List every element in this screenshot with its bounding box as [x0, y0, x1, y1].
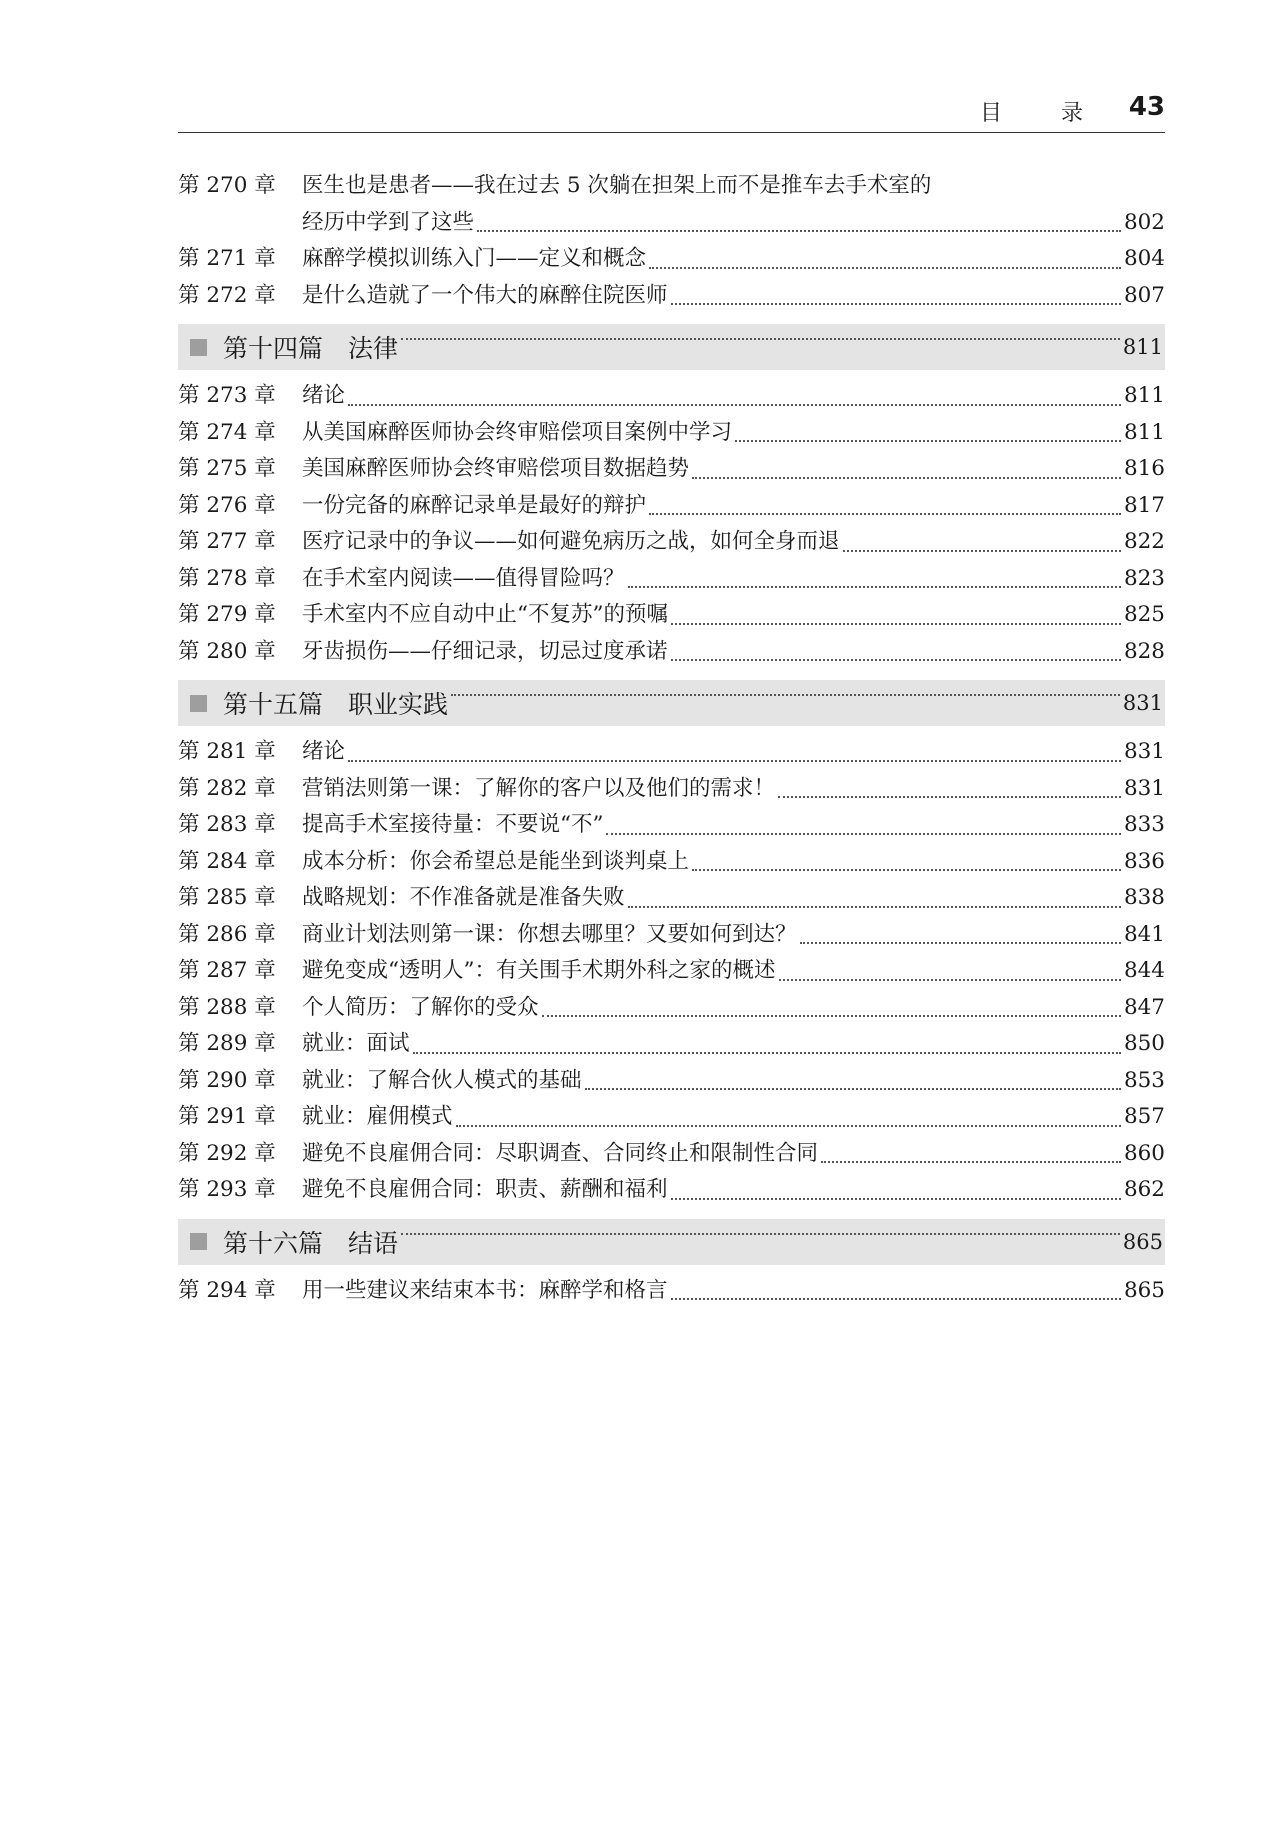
- chapter-number: 第 277 章: [178, 529, 276, 554]
- dot-leader: [348, 760, 1121, 762]
- toc-chapter-entry[interactable]: [178, 415, 1165, 452]
- chapter-number: 第 294 章: [178, 1277, 276, 1303]
- chapter-page: 857: [1123, 1104, 1165, 1129]
- chapter-page: 838: [1123, 885, 1165, 910]
- chapter-number: 第 286 章: [178, 921, 276, 947]
- part-title: 第十六篇 结语: [223, 1228, 399, 1258]
- toc-chapter-entry[interactable]: [178, 917, 1165, 954]
- chapter-page: 853: [1123, 1067, 1165, 1093]
- chapter-title: 美国麻醉医师协会终审赔偿项目数据趋势: [302, 456, 690, 481]
- chapter-title: 营销法则第一课：了解你的客户以及他们的需求！: [302, 775, 776, 801]
- chapter-title: 避免不良雇佣合同：职责、薪酬和福利: [302, 1177, 668, 1202]
- chapter-title: 就业：雇佣模式: [302, 1104, 453, 1129]
- toc-chapter-entry[interactable]: [178, 734, 1165, 771]
- chapter-number: 第 271 章: [178, 246, 276, 271]
- chapter-title: 提高手术室接待量：不要说“不”: [302, 812, 604, 837]
- chapter-number: 第 275 章: [178, 456, 276, 481]
- chapter-title-continued: 经历中学到了这些: [302, 209, 475, 235]
- toc-chapter-entry[interactable]: [178, 451, 1165, 488]
- chapter-title: 在手术室内阅读——值得冒险吗？: [302, 565, 625, 591]
- toc-chapter-entry[interactable]: [178, 278, 1165, 315]
- toc-chapter-entry[interactable]: [178, 1136, 1165, 1173]
- chapter-number: 第 276 章: [178, 492, 276, 518]
- chapter-number: 第 280 章: [178, 638, 276, 664]
- chapter-page: 817: [1123, 492, 1165, 518]
- chapter-page: 811: [1123, 383, 1165, 408]
- chapter-number: 第 291 章: [178, 1104, 276, 1129]
- toc-part-heading[interactable]: [178, 324, 1165, 370]
- chapter-page: 816: [1123, 456, 1165, 481]
- toc-chapter-entry[interactable]: [178, 953, 1165, 990]
- table-of-contents: [178, 168, 1165, 1309]
- toc-chapter-entry[interactable]: [178, 1172, 1165, 1209]
- chapter-title: 是什么造就了一个伟大的麻醉住院医师: [302, 282, 668, 308]
- toc-part-heading[interactable]: [178, 1219, 1165, 1265]
- toc-chapter-entry[interactable]: [178, 168, 1165, 241]
- chapter-title: 避免不良雇佣合同：尽职调查、合同终止和限制性合同: [302, 1140, 819, 1166]
- chapter-number: 第 278 章: [178, 565, 276, 591]
- chapter-page: 831: [1123, 739, 1165, 764]
- chapter-number: 第 284 章: [178, 848, 276, 874]
- chapter-number: 第 274 章: [178, 419, 276, 445]
- dot-leader: [692, 477, 1121, 479]
- dot-leader: [628, 586, 1121, 588]
- dot-leader: [542, 1015, 1121, 1017]
- dot-leader: [671, 659, 1121, 661]
- chapter-page: 811: [1123, 419, 1165, 445]
- chapter-number: 第 281 章: [178, 739, 276, 764]
- part-page: 811: [1122, 335, 1163, 359]
- chapter-page: 850: [1123, 1031, 1165, 1056]
- dot-leader: [401, 1233, 1120, 1235]
- dot-leader: [671, 623, 1121, 625]
- chapter-number: 第 292 章: [178, 1140, 276, 1166]
- chapter-title: 避免变成“透明人”：有关围手术期外科之家的概述: [302, 958, 776, 983]
- toc-chapter-entry[interactable]: [178, 1063, 1165, 1100]
- part-title: 第十四篇 法律: [223, 334, 399, 363]
- toc-chapter-entry[interactable]: [178, 241, 1165, 278]
- chapter-number: 第 288 章: [178, 994, 276, 1020]
- dot-leader: [778, 796, 1121, 798]
- chapter-title: 从美国麻醉医师协会终审赔偿项目案例中学习: [302, 419, 733, 445]
- chapter-title: 用一些建议来结束本书：麻醉学和格言: [302, 1277, 668, 1303]
- chapter-title: 战略规划：不作准备就是准备失败: [302, 885, 625, 910]
- part-page: 831: [1122, 691, 1163, 715]
- chapter-page: 860: [1123, 1140, 1165, 1166]
- dot-leader: [821, 1161, 1121, 1163]
- chapter-title: 个人简历：了解你的受众: [302, 994, 539, 1020]
- chapter-number: 第 273 章: [178, 383, 276, 408]
- dot-leader: [800, 942, 1121, 944]
- toc-chapter-entry[interactable]: [178, 561, 1165, 598]
- square-bullet-icon: [190, 695, 207, 712]
- chapter-page: 831: [1123, 775, 1165, 801]
- chapter-page: 836: [1123, 848, 1165, 874]
- chapter-number: 第 285 章: [178, 885, 276, 910]
- chapter-page: 862: [1123, 1177, 1165, 1202]
- square-bullet-icon: [190, 1233, 207, 1250]
- chapter-number: 第 293 章: [178, 1177, 276, 1202]
- chapter-title: 绪论: [302, 739, 346, 764]
- dot-leader: [585, 1088, 1121, 1090]
- chapter-title: 牙齿损伤——仔细记录，切忌过度承诺: [302, 638, 668, 664]
- chapter-number: 第 289 章: [178, 1031, 276, 1056]
- chapter-page: 807: [1123, 282, 1165, 308]
- chapter-number: 第 290 章: [178, 1067, 276, 1093]
- chapter-page: 847: [1123, 994, 1165, 1020]
- dot-leader: [649, 267, 1121, 269]
- dot-leader: [671, 1198, 1121, 1200]
- chapter-page: 828: [1123, 638, 1165, 664]
- chapter-title: 成本分析：你会希望总是能坐到谈判桌上: [302, 848, 690, 874]
- chapter-title: 绪论: [302, 383, 346, 408]
- chapter-title: 医疗记录中的争议——如何避免病历之战，如何全身而退: [302, 529, 840, 554]
- dot-leader: [735, 440, 1121, 442]
- chapter-title: 就业：面试: [302, 1031, 410, 1056]
- chapter-number: 第 287 章: [178, 958, 276, 983]
- toc-chapter-entry[interactable]: [178, 807, 1165, 844]
- dot-leader: [456, 1125, 1121, 1127]
- dot-leader: [692, 869, 1121, 871]
- page-header: [178, 92, 1165, 133]
- dot-leader: [477, 230, 1121, 232]
- toc-chapter-entry[interactable]: [178, 634, 1165, 671]
- chapter-title: 就业：了解合伙人模式的基础: [302, 1067, 582, 1093]
- toc-chapter-entry[interactable]: [178, 488, 1165, 525]
- dot-leader: [843, 550, 1121, 552]
- chapter-page: 825: [1123, 602, 1165, 627]
- chapter-title: 麻醉学模拟训练入门——定义和概念: [302, 246, 647, 271]
- chapter-page: 833: [1123, 812, 1165, 837]
- dot-leader: [401, 338, 1120, 340]
- chapter-title: 一份完备的麻醉记录单是最好的辩护: [302, 492, 647, 518]
- toc-chapter-entry[interactable]: [178, 844, 1165, 881]
- chapter-number: 第 283 章: [178, 812, 276, 837]
- chapter-number: 第 282 章: [178, 775, 276, 801]
- toc-chapter-entry[interactable]: [178, 524, 1165, 561]
- toc-chapter-entry[interactable]: [178, 597, 1165, 634]
- toc-chapter-entry[interactable]: [178, 1026, 1165, 1063]
- dot-leader: [348, 404, 1121, 406]
- square-bullet-icon: [190, 339, 207, 356]
- toc-part-heading[interactable]: [178, 680, 1165, 726]
- part-title: 第十五篇 职业实践: [223, 690, 449, 719]
- dot-leader: [649, 513, 1121, 515]
- dot-leader: [779, 979, 1121, 981]
- chapter-page: 823: [1123, 565, 1165, 591]
- toc-chapter-entry[interactable]: [178, 1099, 1165, 1136]
- chapter-page: 802: [1123, 209, 1165, 235]
- part-page: 865: [1122, 1229, 1163, 1254]
- toc-chapter-entry[interactable]: [178, 880, 1165, 917]
- chapter-number: 第 270 章: [178, 173, 276, 198]
- toc-chapter-entry[interactable]: [178, 378, 1165, 415]
- chapter-title: 手术室内不应自动中止“不复苏”的预嘱: [302, 602, 668, 627]
- page-number: 43: [1128, 92, 1165, 122]
- dot-leader: [606, 833, 1120, 835]
- running-header-title: 目 录: [980, 101, 1109, 126]
- chapter-title: 医生也是患者——我在过去 5 次躺在担架上而不是推车去手术室的: [302, 173, 932, 198]
- dot-leader: [628, 906, 1121, 908]
- dot-leader: [413, 1052, 1121, 1054]
- toc-chapter-entry[interactable]: [178, 1273, 1165, 1310]
- chapter-page: 822: [1123, 529, 1165, 554]
- chapter-number: 第 279 章: [178, 602, 276, 627]
- dot-leader: [451, 694, 1120, 696]
- chapter-page: 804: [1123, 246, 1165, 271]
- chapter-number: 第 272 章: [178, 282, 276, 308]
- chapter-page: 865: [1123, 1277, 1165, 1303]
- dot-leader: [671, 303, 1121, 305]
- chapter-page: 841: [1123, 921, 1165, 947]
- dot-leader: [671, 1298, 1121, 1300]
- toc-chapter-entry[interactable]: [178, 990, 1165, 1027]
- chapter-title: 商业计划法则第一课：你想去哪里？又要如何到达？: [302, 921, 797, 947]
- toc-chapter-entry[interactable]: [178, 771, 1165, 808]
- chapter-page: 844: [1123, 958, 1165, 983]
